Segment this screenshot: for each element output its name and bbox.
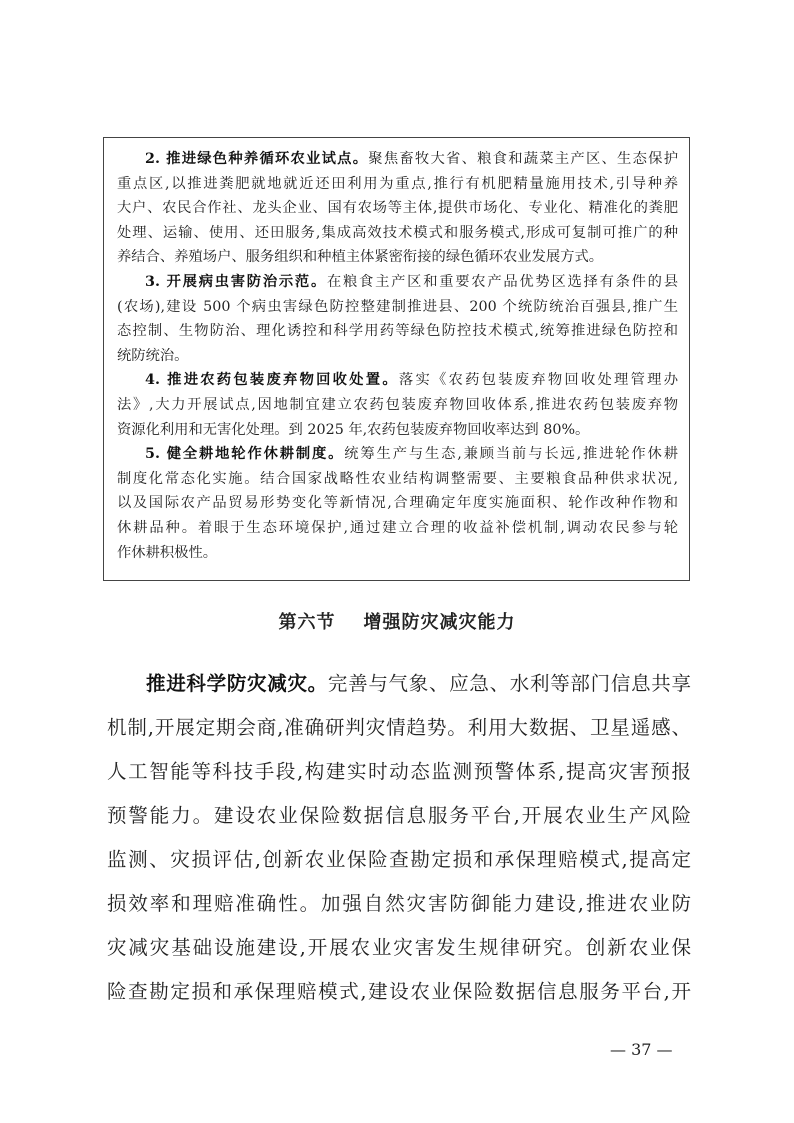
paragraph-text: 聚焦畜牧大省、粮食和蔬菜主产区、生态保护 — [368, 151, 678, 167]
paragraph-text: 机制,开展定期会商,准确研判灾情趋势。利用大数据、卫星遥感、 — [107, 716, 691, 739]
box-paragraph-line — [117, 393, 678, 418]
box-paragraph-line — [117, 172, 678, 197]
box-paragraph-line — [117, 344, 678, 369]
main-paragraph — [107, 662, 691, 1014]
box-paragraph-line — [117, 319, 678, 344]
paragraph-text: 人工智能等科技手段,构建实时动态监测预警体系,提高灾害预报 — [107, 760, 691, 783]
paragraph-heading: 5. 健全耕地轮作休耕制度。 — [145, 446, 345, 463]
paragraph-text: 损效率和理赔准确性。加强自然灾害防御能力建设,推进农业防 — [107, 892, 691, 915]
paragraph-text: 大户、农民合作社、龙头企业、国有农场等主体,提供市场化、专业化、精准化的粪肥 — [117, 200, 678, 217]
box-paragraph-line — [117, 196, 678, 221]
paragraph-text: 处理、运输、使用、还田服务,集成高效技术模式和服务模式,形成可复制可推广的种 — [117, 224, 678, 241]
paragraph-text: 落实《农药包装废弃物回收处理管理办 — [398, 372, 679, 389]
section-number: 第六节 — [278, 612, 336, 633]
main-paragraph-line — [107, 970, 691, 1014]
box-paragraph-line — [117, 245, 678, 270]
main-paragraph-line — [107, 794, 691, 838]
main-paragraph-line — [107, 706, 691, 750]
box-paragraph-line — [117, 442, 678, 467]
paragraph-text: 统筹生产与生态,兼顾当前与长远,推进轮作休耕 — [344, 446, 678, 463]
paragraph-text: 灾减灾基础设施建设,开展农业灾害发生规律研究。创新农业保 — [107, 936, 691, 959]
section-heading — [0, 608, 794, 634]
box-paragraph-line — [117, 295, 678, 320]
paragraph-text: (农场),建设 500 个病虫害绿色防控整建制推进县、200 个统防统治百强县,推广生 — [117, 298, 678, 315]
paragraph-heading: 推进科学防灾减灾。 — [146, 672, 328, 695]
paragraph-text: 监测、灾损评估,创新农业保险查勘定损和承保理赔模式,提高定 — [107, 848, 691, 871]
box-paragraph-line — [117, 221, 678, 246]
boxed-text-panel — [103, 137, 690, 581]
paragraph-text: 重点区,以推进粪肥就地就近还田利用为重点,推行有机肥精量施用技术,引导种养 — [117, 175, 678, 192]
paragraph-text: 在粮食主产区和重要农产品优势区选择有条件的县 — [326, 273, 678, 290]
paragraph-text: 制度化常态化实施。结合国家战略性农业结构调整需要、主要粮食品种供求状况, — [117, 470, 678, 487]
paragraph-heading: 2. 推进绿色种养循环农业试点。 — [145, 151, 369, 167]
box-paragraph-line — [117, 147, 678, 172]
box-paragraph-line — [117, 418, 678, 443]
paragraph-text: 险查勘定损和承保理赔模式,建设农业保险数据信息服务平台,开 — [107, 980, 691, 1003]
main-paragraph-line — [107, 662, 691, 706]
main-paragraph-line — [107, 838, 691, 882]
paragraph-text: 以及国际农产品贸易形势变化等新情况,合理确定年度实施面积、轮作改种作物和 — [117, 495, 678, 512]
box-paragraph-line — [117, 491, 678, 516]
paragraph-text: 态控制、生物防治、理化诱控和科学用药等绿色防控技术模式,统筹推进绿色防控和 — [117, 323, 678, 340]
box-paragraph-line — [117, 270, 678, 295]
section-title: 增强防灾减灾能力 — [363, 612, 516, 633]
paragraph-text: 作休耕积极性。 — [117, 544, 218, 561]
main-paragraph-line — [107, 750, 691, 794]
paragraph-heading: 3. 开展病虫害防治示范。 — [145, 273, 327, 290]
main-paragraph-line — [107, 882, 691, 926]
paragraph-heading: 4. 推进农药包装废弃物回收处置。 — [145, 372, 399, 389]
paragraph-text: 休耕品种。着眼于生态环境保护,通过建立合理的收益补偿机制,调动农民参与轮 — [117, 519, 678, 536]
paragraph-text: 资源化利用和无害化处理。到 2025 年,农药包装废弃物回收率达到 80%。 — [117, 421, 590, 438]
paragraph-text: 法》,大力开展试点,因地制宜建立农药包装废弃物回收体系,推进农药包装废弃物 — [117, 396, 678, 413]
box-paragraph-line — [117, 368, 678, 393]
box-paragraph-line — [117, 467, 678, 492]
paragraph-text: 养结合、养殖场户、服务组织和种植主体紧密衔接的绿色循环农业发展方式。 — [117, 249, 604, 266]
main-paragraph-line — [107, 926, 691, 970]
box-paragraph-line — [117, 541, 678, 566]
paragraph-text: 完善与气象、应急、水利等部门信息共享 — [327, 672, 691, 695]
paragraph-text: 统防统治。 — [117, 347, 189, 364]
page-number: — 37 — — [610, 1040, 673, 1059]
boxed-paragraphs — [117, 147, 678, 565]
box-paragraph-line — [117, 516, 678, 541]
paragraph-text: 预警能力。建设农业保险数据信息服务平台,开展农业生产风险 — [107, 804, 691, 827]
